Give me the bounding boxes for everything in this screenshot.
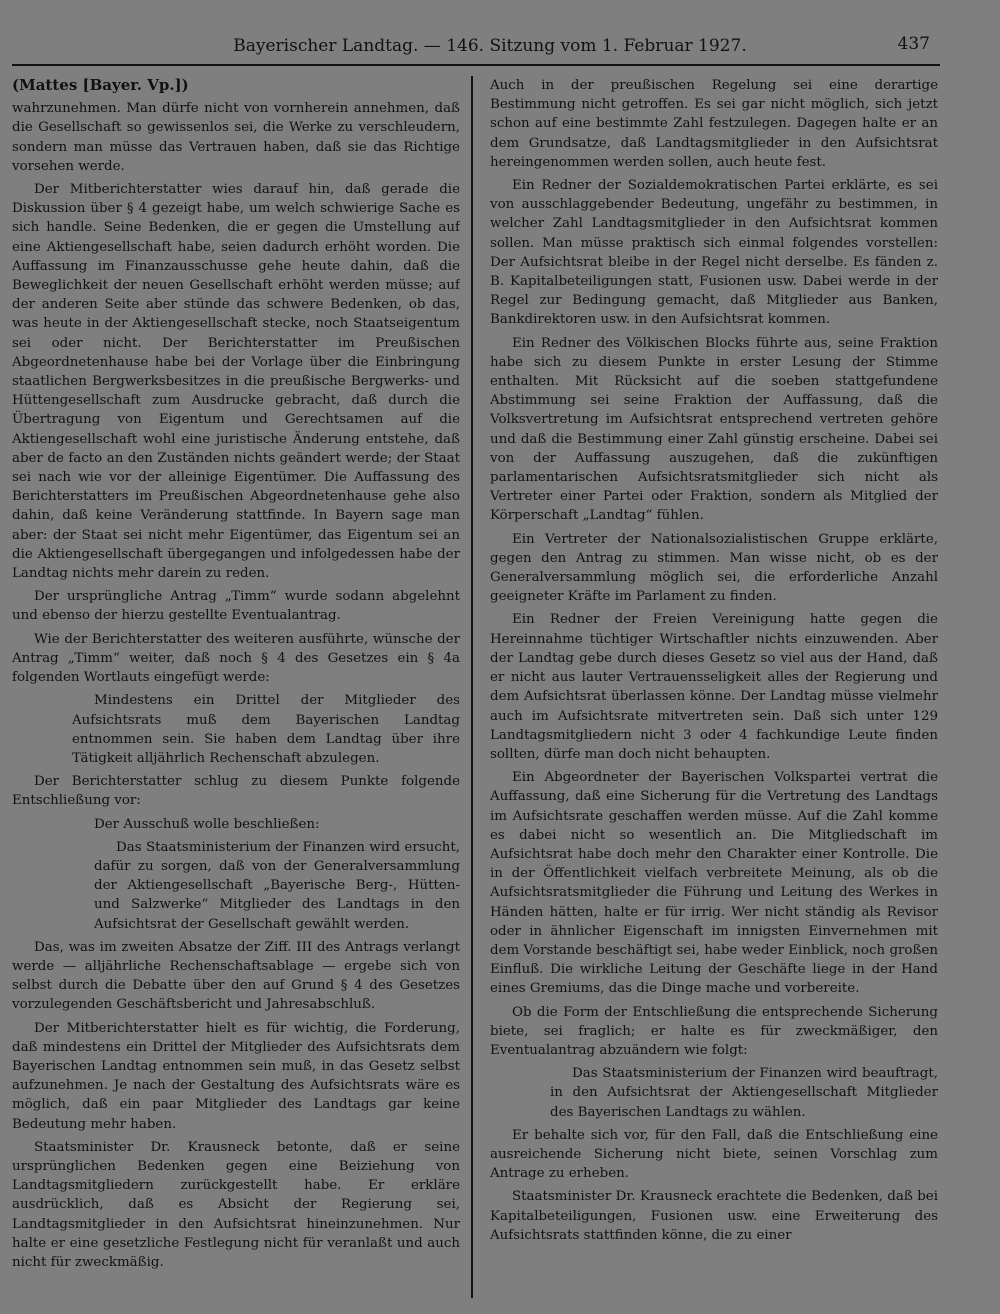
paragraph: Wie der Berichterstatter des weiteren ausführte, wünsche der Antrag „Timm“ weiter, daß noch § 4 des Gesetzes ein § 4a folgenden Wortlauts eingefügt werde: <box>12 631 460 686</box>
left-column <box>12 76 460 1306</box>
paragraph: Der Berichterstatter schlug zu diesem Punkte folgende Entschließung vor: <box>12 774 460 809</box>
paragraph: Ein Redner der Freien Vereinigung hatte gegen die Hereinnahme tüchtiger Wirtschaftler nichts einzuwenden. Aber der Landtag gebe durch dieses Gesetz so viel aus der Hand, daß er nicht aus lauter Vertrauensseligkeit alles der Regierung und dem Aufsichtsrat überlassen könne. Der Landtag müsse vielmehr auch im Aufsichtsrate mitvertreten sein. Daß sich unter 129 Landtagsmitgliedern nicht 3 oder 4 fachkundige Leute finden sollten, dürfe man doch nicht behaupten. <box>490 612 938 762</box>
paragraph: Der Mitberichterstatter hielt es für wichtig, die Forderung, daß mindestens ein Drittel der Mitglieder des Aufsichtsrats dem Bayerischen Landtag entnommen sein muß, in das Gesetz selbst aufzunehmen. Je nach der Gestaltung des Aufsichtsrats wäre es möglich, daß ein paar Mitglieder des Landtags gar keine Bedeutung mehr haben. <box>12 1020 460 1132</box>
paragraph: Der ursprüngliche Antrag „Timm“ wurde sodann abgelehnt und ebenso der hierzu gestellte Eventualantrag. <box>12 589 460 624</box>
page-number: 437 <box>897 34 930 54</box>
paragraph: Das, was im zweiten Absatze der Ziff. III des Antrags verlangt werde — alljährliche Rechenschaftsablage — ergebe sich von selbst durch die Debatte über den auf Grund § 4 des Gesetzes vorzulegenden Geschäftsbericht und Jahresabschluß. <box>12 939 460 1013</box>
quote-text: Das Staatsministerium der Finanzen wird beauftragt, in den Aufsichtsrat der Aktiengesellschaft Mitglieder des Bayerischen Landtags zu wählen. <box>550 1066 938 1120</box>
quote-text: Das Staatsministerium der Finanzen wird ersucht, dafür zu sorgen, daß von der Generalversammlung der Aktiengesellschaft „Bayerische Berg-, Hütten- und Salzwerke“ Mitglieder des Landtags in den Aufsichtsrat der Gesellschaft gewählt werden. <box>94 839 460 932</box>
paragraph: Ein Redner des Völkischen Blocks führte aus, seine Fraktion habe sich zu diesem Punkte in erster Lesung der Stimme enthalten. Mit Rücksicht auf die soeben stattgefundene Abstimmung sei seine Fraktion der Auffassung, daß die Volksvertretung im Aufsichtsrat entsprechend vertreten gehöre und daß die Bestimmung einer Zahl günstig erscheine. Dabei sei von der Auffassung auszugehen, daß die zukünftigen parlamentarischen Aufsichtsratsmitglieder sich nicht als Vertreter einer Partei oder Fraktion, sondern als Mitglied der Körperschaft „Landtag“ fühlen. <box>490 335 938 524</box>
paragraph: Ob die Form der Entschließung die entsprechende Sicherung biete, sei fraglich; er halte es für zweckmäßiger, den Eventualantrag abzuändern wie folgt: <box>490 1004 938 1058</box>
block-quote <box>490 1064 938 1122</box>
quote-text: Mindestens ein Drittel der Mitglieder des Aufsichtsrats muß dem Bayerischen Landtag entnommen sein. Sie haben dem Landtag über ihre Tätigkeit alljährlich Rechenschaft abzulegen. <box>72 693 460 766</box>
paragraph: Auch in der preußischen Regelung sei eine derartige Bestimmung nicht getroffen. Es sei gar nicht möglich, sich jetzt schon auf eine bestimmte Zahl festzulegen. Dagegen halte er an dem Grundsatze, daß Landtagsmitglieder in den Aufsichtsrat hereingenommen werden sollen, auch heute fest. <box>490 78 938 170</box>
paragraph: Ein Vertreter der Nationalsozialistischen Gruppe erklärte, gegen den Antrag zu stimmen. Man wisse nicht, ob es der Generalversammlung möglich sei, die erforderliche Anzahl geeigneter Kräfte im Parlament zu finden. <box>490 531 938 605</box>
quote-intro-text: Der Ausschuß wolle beschließen: <box>94 816 320 832</box>
block-quote <box>12 838 460 934</box>
paragraph: Ein Redner der Sozialdemokratischen Partei erklärte, es sei von ausschlaggebender Bedeutung, ungefähr zu bestimmen, in welcher Zahl Landtagsmitglieder in den Aufsichtsrat kommen sollen. Man müsse praktisch sich einmal folgendes vorstellen: Der Aufsichtsrat bleibe in der Regel nicht derselbe. Es fänden z. B. Kapitalbeteiligungen statt, Fusionen usw. Dabei werde in der Regel zur Bedingung gemacht, daß Mitglieder aus Banken, Bankdirektoren usw. in den Aufsichtsrat kommen. <box>490 178 938 328</box>
header-rule <box>12 64 940 66</box>
paragraph: Staatsminister Dr. Krausneck erachtete die Bedenken, daß bei Kapitalbeteiligungen, Fusionen usw. eine Erweiterung des Aufsichtsrats stattfinden könne, die zu einer <box>490 1189 938 1243</box>
paragraph: Der Mitberichterstatter wies darauf hin, daß gerade die Diskussion über § 4 gezeigt habe, um welch schwierige Sache es sich handle. Seine Bedenken, die er gegen die Umstellung auf eine Aktiengesellschaft habe, seien dadurch erhöht worden. Die Auffassung im Finanzausschusse gehe heute dahin, daß die Beweglichkeit der neuen Gesellschaft erhöht werden müsse; auf der anderen Seite aber stünde das schwere Bedenken, ob das, was heute in der Aktiengesellschaft stecke, noch Staatseigentum sei oder nicht. Der Berichterstatter im Preußischen Abgeordnetenhause habe bei der Vorlage über die Einbringung staatlichen Bergwerksbesitzes in die preußische Bergwerks- und Hüttengesellschaft zum Ausdrucke gebracht, daß durch die Übertragung von Eigentum und Gerechtsamen auf die Aktiengesellschaft wohl eine juristische Änderung entstehe, daß aber de facto an den Zuständen nichts geändert werde; der Staat sei nach wie vor der alleinige Eigentümer. Die Auffassung des Berichterstatters im Preußischen Abgeordnetenhause gehe also dahin, daß keine Veränderung stattfinde. In Bayern sage man aber: der Staat sei nicht mehr Eigentümer, das Eigentum sei an die Aktiengesellschaft übergegangen und infolgedessen habe der Landtag nichts mehr darein zu reden. <box>12 182 460 582</box>
block-quote-intro <box>12 815 460 834</box>
column-divider <box>471 76 473 1298</box>
paragraph: Staatsminister Dr. Krausneck betonte, daß er seine ursprünglichen Bedenken gegen eine Beiziehung von Landtagsmitgliedern zurückgestellt habe. Er erkläre ausdrücklich, daß es Absicht der Regierung sei, Landtagsmitglieder in den Aufsichtsrat hineinzunehmen. Nur halte er eine gesetzliche Festlegung nicht für veranlaßt und auch nicht für zweckmäßig. <box>12 1139 460 1270</box>
running-title: Bayerischer Landtag. — 146. Sitzung vom 1. Februar 1927. <box>233 36 747 56</box>
right-column <box>490 76 938 1306</box>
paragraph: Er behalte sich vor, für den Fall, daß die Entschließung eine ausreichende Sicherung nicht biete, seinen Vorschlag zum Antrage zu erheben. <box>490 1127 938 1182</box>
page-header <box>0 0 1000 64</box>
block-quote <box>12 691 460 768</box>
paragraph: Ein Abgeordneter der Bayerischen Volkspartei vertrat die Auffassung, daß eine Sicherung für die Vertretung des Landtags im Aufsichtsrate geschaffen werden müsse. Auf die Zahl komme es dabei nicht so wesentlich an. Die Mitgliedschaft im Aufsichtsrat habe doch mehr den Charakter einer Kontrolle. Die in der Öffentlichkeit vielfach verbreitete Meinung, als ob die Aufsichtsratsmitglieder die Führung und Leitung des Werkes in Händen hätten, halte er für irrig. Wer nicht ständig als Revisor oder in ähnlicher Eigenschaft im innigsten Einvernehmen mit dem Vorstande beschäftigt sei, habe weder Einblick, noch großen Einfluß. Die wirkliche Leitung der Geschäfte liege in der Hand eines Gremiums, das die Dinge mache und vorbereite. <box>490 770 938 997</box>
speaker-label: (Mattes [Bayer. Vp.]) <box>12 76 189 94</box>
paragraph: wahrzunehmen. Man dürfe nicht von vornherein annehmen, daß die Gesellschaft so gewissenlos sei, die Werke zu verschleudern, sondern man müsse das Vertrauen haben, daß sie das Richtige vorsehen werde. <box>12 101 460 174</box>
